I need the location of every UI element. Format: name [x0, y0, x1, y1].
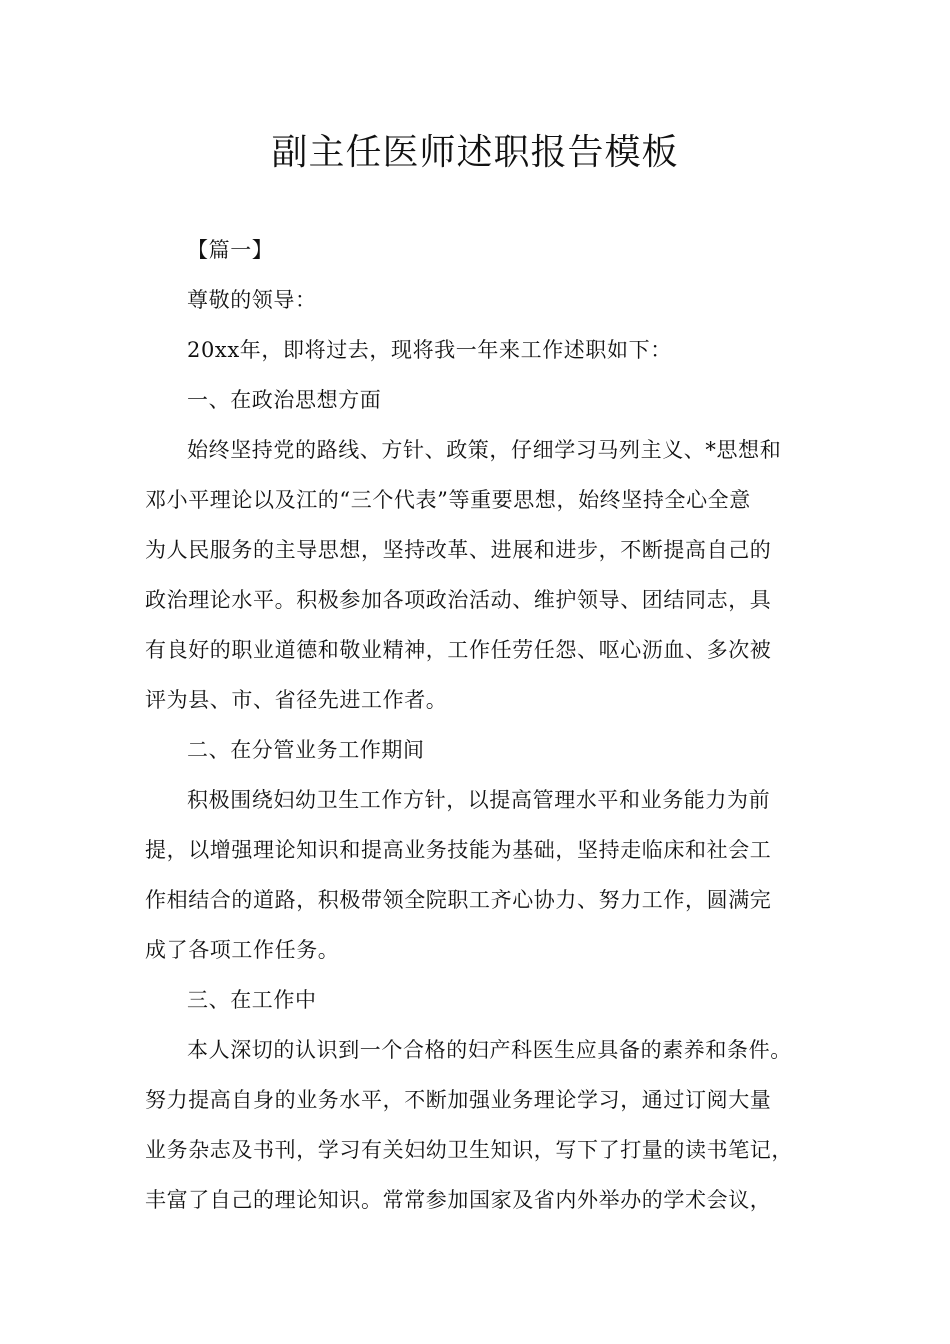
- paragraph-line: 提，以增强理论知识和提高业务技能为基础，坚持走临床和社会工: [145, 838, 772, 862]
- salutation: 尊敬的领导：: [187, 288, 317, 312]
- document-body: [145, 225, 825, 1225]
- paragraph-line: 业务杂志及书刊，学习有关妇幼卫生知识，写下了打量的读书笔记，: [145, 1138, 793, 1162]
- heading-at-work: 三、在工作中: [187, 988, 317, 1012]
- paragraph-line: 评为县、市、省径先进工作者。: [145, 688, 448, 712]
- paragraph-line: 积极围绕妇幼卫生工作方针，以提高管理水平和业务能力为前: [187, 788, 771, 812]
- paragraph-line: 政治理论水平。积极参加各项政治活动、维护领导、团结同志，具: [145, 588, 772, 612]
- heading-political-thought: 一、在政治思想方面: [187, 388, 382, 412]
- intro-paragraph: 20xx年，即将过去，现将我一年来工作述职如下：: [187, 338, 672, 362]
- paragraph-line: 始终坚持党的路线、方针、政策，仔细学习马列主义、*思想和: [187, 438, 782, 462]
- document-title: 副主任医师述职报告模板: [271, 132, 679, 173]
- paragraph-line: 成了各项工作任务。: [145, 938, 340, 962]
- section-tag-part-one: 【篇一】: [187, 238, 274, 262]
- paragraph-line: 努力提高自身的业务水平，不断加强业务理论学习，通过订阅大量: [145, 1088, 772, 1112]
- paragraph-line: 本人深切的认识到一个合格的妇产科医生应具备的素养和条件。: [187, 1038, 792, 1062]
- paragraph-line: 有良好的职业道德和敬业精神，工作任劳任怨、呕心沥血、多次被: [145, 638, 772, 662]
- paragraph-line: 丰富了自己的理论知识。常常参加国家及省内外举办的学术会议，: [145, 1188, 772, 1212]
- heading-business-work: 二、在分管业务工作期间: [187, 738, 425, 762]
- paragraph-line: 邓小平理论以及江的“三个代表”等重要思想，始终坚持全心全意: [145, 488, 751, 512]
- paragraph-line: 作相结合的道路，积极带领全院职工齐心协力、努力工作，圆满完: [145, 888, 772, 912]
- paragraph-line: 为人民服务的主导思想，坚持改革、进展和进步，不断提高自己的: [145, 538, 772, 562]
